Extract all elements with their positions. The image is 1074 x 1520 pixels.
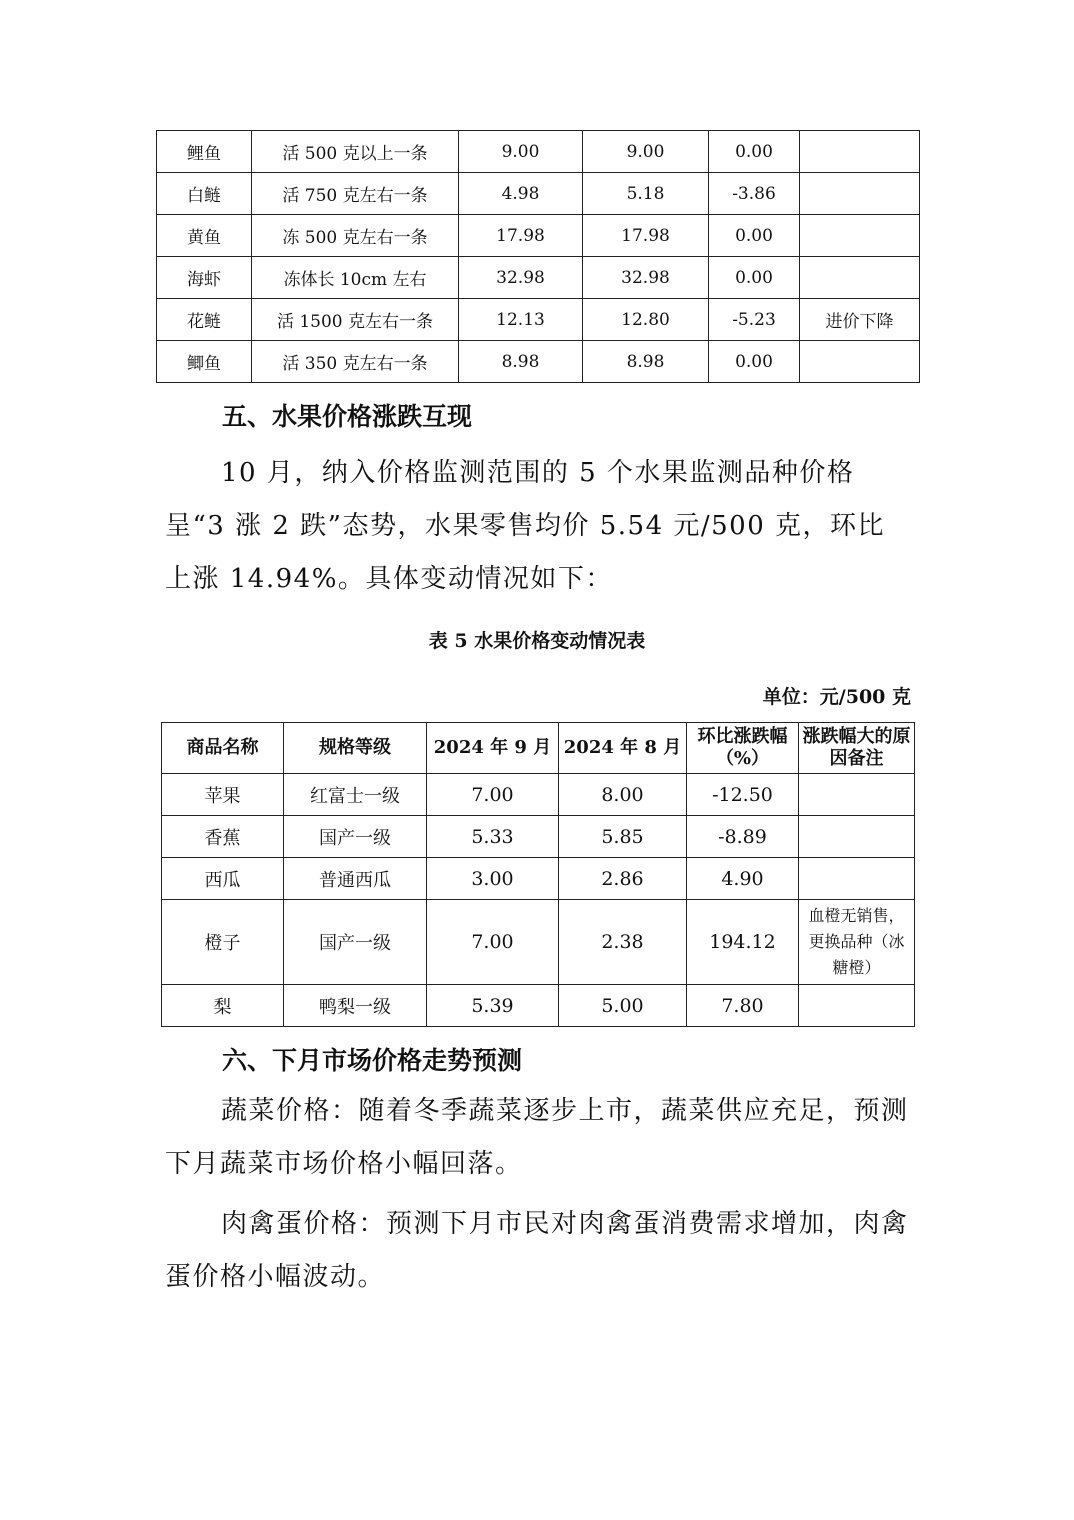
cell-aug: 5.85: [559, 816, 687, 858]
cell-note: 进价下降: [800, 299, 920, 341]
table-row: [162, 900, 915, 985]
vegetable-forecast: 蔬菜价格：随着冬季蔬菜逐步上市，蔬菜供应充足，预测下月蔬菜市场价格小幅回落。: [165, 1096, 909, 1179]
cell-sep: 8.98: [459, 341, 583, 383]
cell-change: -12.50: [687, 774, 799, 816]
cell-spec: 冻体长 10cm 左右: [252, 257, 459, 299]
fish-price-table: [156, 130, 920, 383]
cell-name: 海虾: [157, 257, 252, 299]
cell-spec: 活 1500 克左右一条: [252, 299, 459, 341]
cell-name: 西瓜: [162, 858, 284, 900]
cell-spec: 普通西瓜: [284, 858, 427, 900]
cell-note: [800, 341, 920, 383]
cell-name: 苹果: [162, 774, 284, 816]
cell-aug: 2.38: [559, 900, 687, 985]
cell-change: 4.90: [687, 858, 799, 900]
cell-name: 鲤鱼: [157, 131, 252, 173]
cell-sep: 4.98: [459, 173, 583, 215]
fruit-table-unit: 单位：元/500 克: [762, 686, 911, 708]
cell-note: 血橙无销售，更换品种（冰糖橙）: [799, 900, 915, 985]
cell-sep: 32.98: [459, 257, 583, 299]
section-5-heading: 五、水果价格涨跌互现: [222, 402, 473, 431]
cell-aug: 5.18: [583, 173, 709, 215]
cell-name: 白鲢: [157, 173, 252, 215]
cell-aug: 12.80: [583, 299, 709, 341]
header-spec: 规格等级: [284, 723, 427, 774]
cell-note: [799, 985, 915, 1027]
header-name: 商品名称: [162, 723, 284, 774]
cell-name: 黄鱼: [157, 215, 252, 257]
cell-sep: 5.33: [427, 816, 559, 858]
cell-aug: 17.98: [583, 215, 709, 257]
table-row: [162, 774, 915, 816]
cell-aug: 9.00: [583, 131, 709, 173]
cell-sep: 9.00: [459, 131, 583, 173]
cell-spec: 红富士一级: [284, 774, 427, 816]
cell-aug: 8.00: [559, 774, 687, 816]
cell-sep: 5.39: [427, 985, 559, 1027]
cell-name: 香蕉: [162, 816, 284, 858]
cell-change: 0.00: [709, 341, 800, 383]
table-row: [157, 173, 920, 215]
cell-change: -8.89: [687, 816, 799, 858]
cell-note: [799, 774, 915, 816]
cell-note: [799, 858, 915, 900]
cell-change: -5.23: [709, 299, 800, 341]
cell-spec: 活 750 克左右一条: [252, 173, 459, 215]
cell-spec: 活 350 克左右一条: [252, 341, 459, 383]
cell-spec: 国产一级: [284, 900, 427, 985]
cell-spec: 国产一级: [284, 816, 427, 858]
cell-change: 7.80: [687, 985, 799, 1027]
cell-spec: 鸭梨一级: [284, 985, 427, 1027]
cell-change: 0.00: [709, 131, 800, 173]
cell-note: [800, 131, 920, 173]
cell-sep: 17.98: [459, 215, 583, 257]
fish-table-body: [157, 131, 920, 383]
cell-change: 0.00: [709, 215, 800, 257]
table-row: [157, 341, 920, 383]
table-row: [162, 858, 915, 900]
cell-aug: 32.98: [583, 257, 709, 299]
fruit-table-header-row: [162, 723, 915, 774]
table-row: [157, 215, 920, 257]
cell-note: [799, 816, 915, 858]
cell-spec: 活 500 克以上一条: [252, 131, 459, 173]
header-sep: 2024 年 9 月: [427, 723, 559, 774]
table-row: [162, 816, 915, 858]
cell-note: [800, 215, 920, 257]
fruit-price-table: [161, 722, 915, 1027]
section-6-heading: 六、下月市场价格走势预测: [222, 1046, 523, 1075]
cell-aug: 2.86: [559, 858, 687, 900]
cell-change: 194.12: [687, 900, 799, 985]
cell-note: [800, 173, 920, 215]
cell-note: [800, 257, 920, 299]
cell-change: -3.86: [709, 173, 800, 215]
table-row: [157, 131, 920, 173]
header-note: 涨跌幅大的原因备注: [799, 723, 915, 774]
header-aug: 2024 年 8 月: [559, 723, 687, 774]
header-change: 环比涨跌幅（%）: [687, 723, 799, 774]
cell-sep: 12.13: [459, 299, 583, 341]
fruit-table-caption: 表 5 水果价格变动情况表: [428, 630, 646, 652]
cell-spec: 冻 500 克左右一条: [252, 215, 459, 257]
cell-sep: 3.00: [427, 858, 559, 900]
cell-name: 梨: [162, 985, 284, 1027]
cell-aug: 5.00: [559, 985, 687, 1027]
cell-name: 橙子: [162, 900, 284, 985]
cell-name: 花鲢: [157, 299, 252, 341]
cell-name: 鲫鱼: [157, 341, 252, 383]
cell-sep: 7.00: [427, 900, 559, 985]
cell-change: 0.00: [709, 257, 800, 299]
fruit-table-body: [162, 774, 915, 1027]
table-row: [157, 257, 920, 299]
cell-sep: 7.00: [427, 774, 559, 816]
cell-aug: 8.98: [583, 341, 709, 383]
table-row: [162, 985, 915, 1027]
table-row: [157, 299, 920, 341]
meat-forecast: 肉禽蛋价格：预测下月市民对肉禽蛋消费需求增加，肉禽蛋价格小幅波动。: [165, 1209, 909, 1292]
section-5-paragraph: 10 月，纳入价格监测范围的 5 个水果监测品种价格呈“3 涨 2 跌”态势，水果零售均价 5.54 元/500 克，环比上涨 14.94%。具体变动情况如下：: [165, 458, 886, 594]
